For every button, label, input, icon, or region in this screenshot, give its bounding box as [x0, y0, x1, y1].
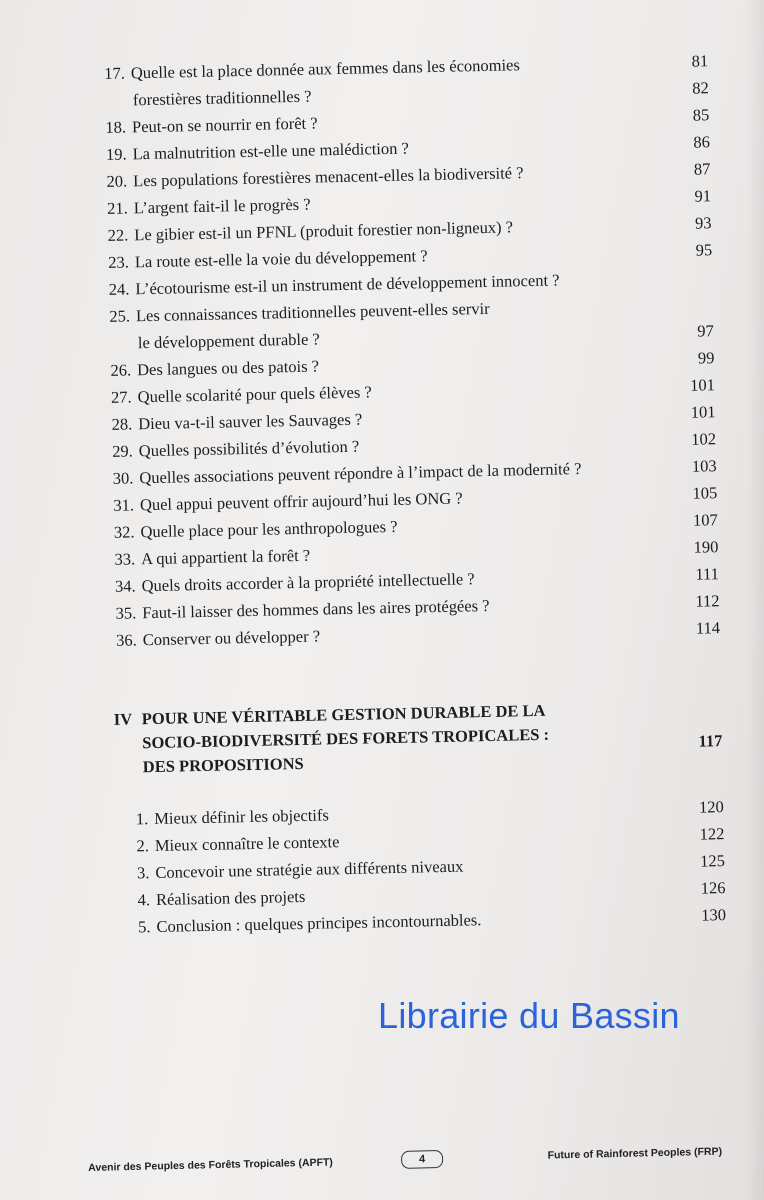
entry-page: 111: [695, 564, 720, 584]
entry-title: Quelle scolarité pour quels élèves ?: [137, 382, 372, 407]
entry-title: Le gibier est-il un PFNL (produit forestier non-ligneux) ?: [134, 217, 514, 245]
entry-number: 26.: [110, 360, 132, 380]
entry-page: 125: [699, 851, 726, 871]
entry-page: 103: [691, 456, 717, 476]
entry-title: Des langues ou des patois ?: [136, 356, 320, 380]
entry-page: 126: [700, 878, 726, 898]
entry-page: 130: [701, 905, 727, 925]
entry-page: 190: [693, 537, 719, 557]
entry-number: 3.: [136, 863, 150, 883]
entry-number: 31.: [113, 495, 135, 515]
bookseller-watermark: Librairie du Bassin: [378, 995, 680, 1036]
entry-page: 81: [691, 51, 709, 71]
footer-publisher-left: Avenir des Peuples des Forêts Tropicales (APFT): [88, 1156, 333, 1174]
entry-page: 95: [695, 240, 713, 260]
entry-page: 120: [698, 797, 724, 817]
entry-title: Conserver ou développer ?: [142, 626, 321, 650]
entry-title: Mieux définir les objectifs: [154, 805, 330, 829]
entry-title: Peut-on se nourrir en forêt ?: [131, 113, 318, 137]
entry-number: 22.: [107, 225, 129, 245]
entry-page: 97: [697, 321, 715, 341]
entry-page: 102: [691, 429, 717, 449]
entry-title: L’écotourisme est-il un instrument de développement innocent ?: [135, 270, 560, 299]
entry-page: 107: [692, 510, 718, 530]
footer-publisher-right: Future of Rainforest Peoples (FRP): [547, 1145, 723, 1162]
entry-page: 101: [689, 375, 716, 395]
entry-page: 112: [695, 591, 720, 611]
entry-number: 33.: [114, 549, 136, 569]
entry-title: Faut-il laisser des hommes dans les aires protégées ?: [142, 595, 490, 623]
entry-number: 18.: [105, 117, 127, 137]
entry-page: 82: [692, 78, 709, 98]
page-footer: [88, 1143, 728, 1182]
entry-number: 28.: [111, 414, 133, 434]
entry-number: 23.: [108, 252, 130, 272]
entry-number: 27.: [110, 387, 132, 407]
entry-title: A qui appartient la forêt ?: [140, 545, 311, 569]
section-title-line: SOCIO-BIODIVERSITÉ DES FORETS TROPICALES :: [142, 724, 550, 753]
entry-number: 17.: [104, 63, 126, 83]
entry-title: Quel appui peuvent offrir aujourd’hui les ONG ?: [139, 488, 463, 515]
entry-title: La malnutrition est-elle une malédiction ?: [132, 138, 410, 164]
entry-title: Concevoir une stratégie aux différents niveaux: [155, 856, 464, 883]
entry-page: 99: [697, 348, 715, 368]
entry-number: 20.: [106, 171, 128, 191]
entry-title-continued: forestières traditionnelles ?: [132, 86, 312, 110]
entry-page: 122: [699, 824, 725, 844]
entry-title: Les populations forestières menacent-elles la biodiversité ?: [132, 163, 524, 191]
entry-number: 19.: [105, 144, 127, 164]
entry-title: Quelle est la place donnée aux femmes dans les économies: [130, 55, 520, 83]
entry-number: 29.: [111, 441, 134, 461]
entry-number: 32.: [113, 522, 135, 542]
entry-number: 35.: [115, 603, 137, 623]
entry-title-continued: le développement durable ?: [137, 329, 320, 353]
entry-title: Les connaissances traditionnelles peuvent-elles servir: [135, 298, 490, 326]
section-subentries: [116, 793, 739, 941]
entry-title: La route est-elle la voie du développement ?: [134, 246, 428, 272]
entry-number: 25.: [109, 306, 131, 326]
section-page: 117: [698, 731, 723, 751]
page-edge-shadow: [746, 0, 764, 1200]
entry-page: 87: [693, 159, 711, 179]
entry-page: 105: [692, 483, 718, 503]
entry-number: 36.: [115, 630, 137, 650]
section-number: IV: [113, 709, 133, 729]
entry-page: 85: [692, 105, 710, 125]
entry-number: 1.: [135, 809, 149, 829]
entry-title: Conclusion : quelques principes incontournables.: [156, 910, 482, 937]
entry-page: 93: [694, 213, 712, 233]
section-title-line: DES PROPOSITIONS: [142, 753, 304, 777]
footer-page-number: 4: [401, 1150, 443, 1169]
section-title-line: POUR UNE VÉRITABLE GESTION DURABLE DE LA: [141, 700, 546, 729]
entry-number: 21.: [106, 198, 128, 218]
entry-title: Mieux connaître le contexte: [154, 832, 340, 856]
section-title: [142, 697, 623, 779]
entry-page: 91: [694, 186, 712, 206]
entry-number: 4.: [137, 890, 151, 910]
section-heading: [114, 695, 736, 788]
entry-number: 34.: [114, 576, 136, 596]
entry-title: Quelle place pour les anthropologues ?: [140, 516, 398, 542]
entry-title: L’argent fait-il le progrès ?: [133, 194, 311, 218]
entry-title: Réalisation des projets: [155, 886, 306, 910]
entry-number: 30.: [112, 468, 134, 488]
entry-page: 101: [690, 402, 716, 422]
entry-number: 2.: [136, 836, 150, 856]
entry-number: 5.: [137, 917, 151, 937]
entry-number: 24.: [108, 279, 130, 299]
entry-page: 114: [695, 618, 721, 638]
entry-title: Quelles associations peuvent répondre à l’impact de la modernité ?: [139, 459, 582, 488]
entry-title: Dieu va-t-il sauver les Sauvages ?: [138, 409, 363, 434]
table-of-contents: [100, 47, 738, 941]
entry-title: Quelles possibilités d’évolution ?: [138, 436, 360, 461]
entry-page: 86: [693, 132, 711, 152]
entry-title: Quels droits accorder à la propriété intellectuelle ?: [141, 569, 475, 596]
